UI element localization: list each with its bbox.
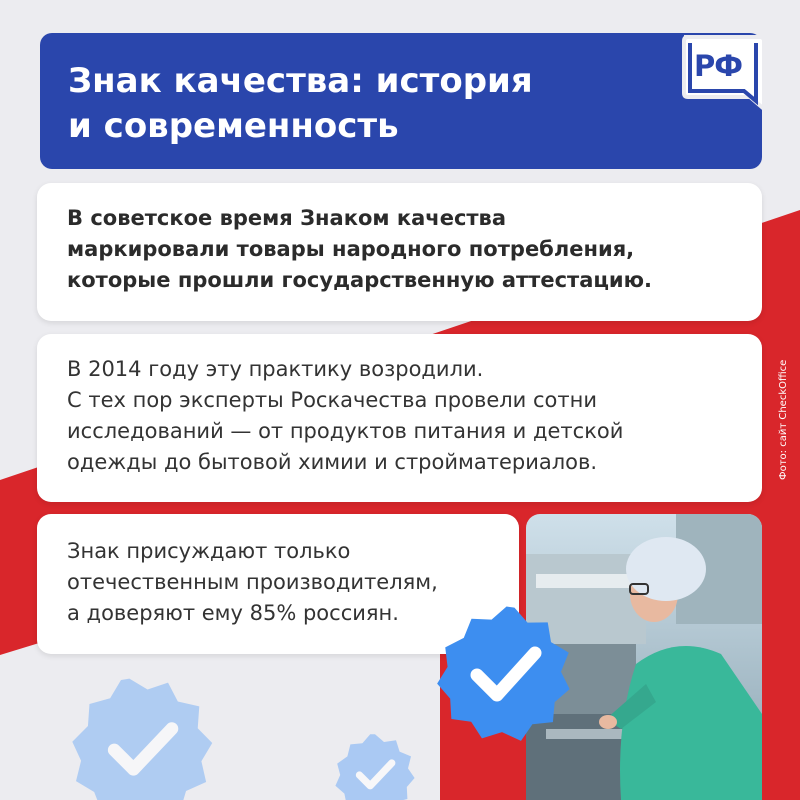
- card1-line: маркировали товары народного потребления,: [67, 237, 635, 261]
- rf-logo-text: РФ: [693, 49, 742, 83]
- card1-line: которые прошли государственную аттестацию.: [67, 268, 653, 292]
- title-line-1: Знак качества: история: [68, 61, 533, 101]
- card2-line: одежды до бытовой химии и стройматериалов.: [67, 450, 598, 474]
- verified-badge-icon: [62, 670, 222, 800]
- title-line-2: и современность: [68, 106, 399, 146]
- intro-card: [37, 183, 762, 321]
- revival-card: [37, 334, 762, 502]
- page-title: [40, 33, 762, 169]
- verified-badge-icon: [330, 730, 420, 800]
- card2-line: В 2014 году эту практику возродили.: [67, 357, 484, 381]
- card3-line: а доверяют ему 85% россиян.: [67, 601, 399, 625]
- card1-line: В советское время Знаком качества: [67, 206, 507, 230]
- card3-line: Знак присуждают только: [67, 539, 351, 563]
- card3-line: отечественным производителям,: [67, 570, 438, 594]
- photo-credit: Фото: сайт CheckOffice: [778, 359, 789, 480]
- card2-line: С тех пор эксперты Роскачества провели сотни: [67, 388, 597, 412]
- rf-logo: [678, 33, 766, 113]
- verified-badge-icon: [430, 600, 580, 750]
- card2-line: исследований — от продуктов питания и детской: [67, 419, 624, 443]
